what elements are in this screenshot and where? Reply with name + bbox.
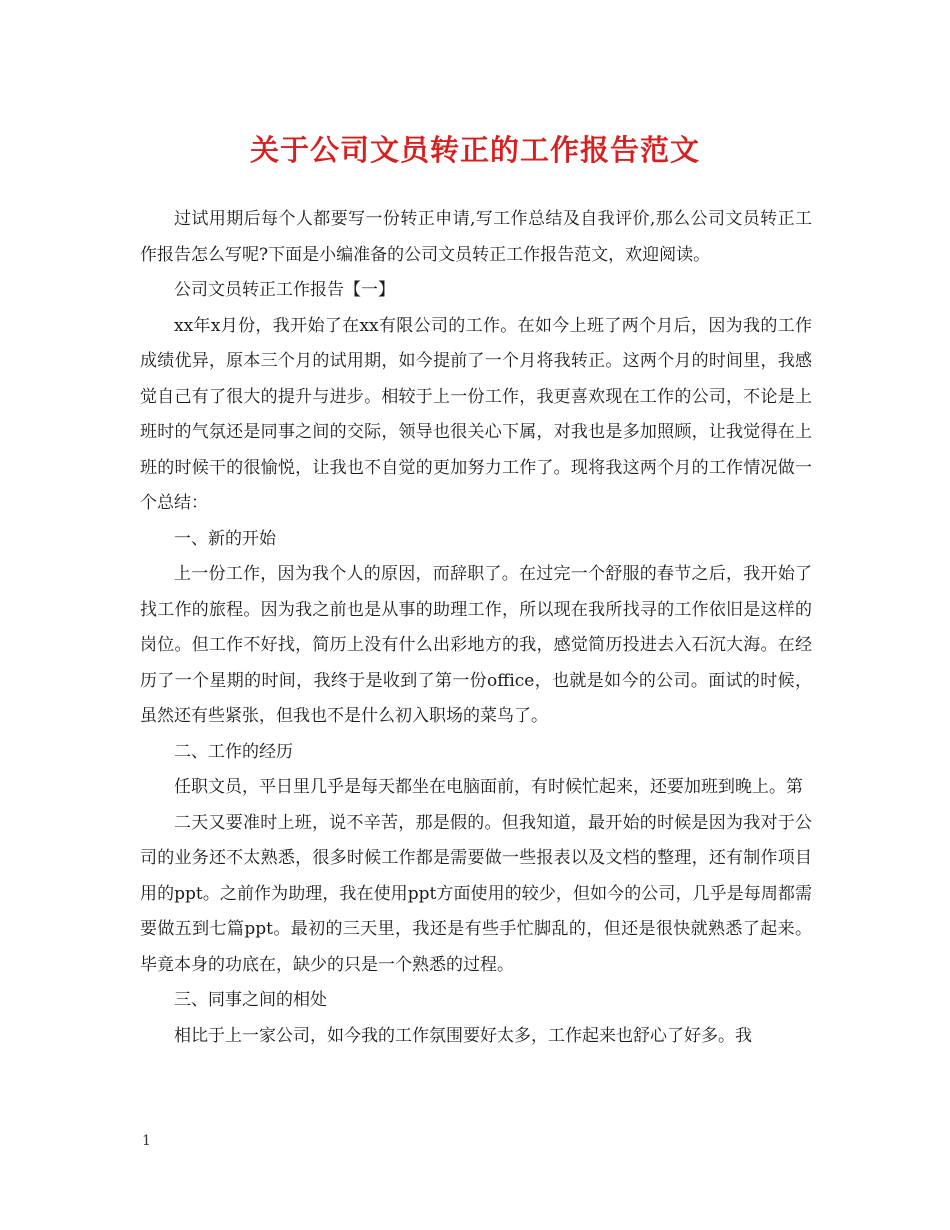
paragraph-report-one: xx年x月份，我开始了在xx有限公司的工作。在如今上班了两个月后，因为我的工作成绩优异，原本三个月的试用期，如今提前了一个月将我转正。这两个月的时间里，我感觉自己有了很大的提升与进步。相较于上一份工作，我更喜欢现在工作的公司，不论是上班时的气氛还是同事之间的交际，领导也很关心下属，对我也是多加照顾，让我觉得在上班的时候干的很愉悦，让我也不自觉的更加努力工作了。现将我这两个月的工作情况做一个总结： <box>140 315 812 513</box>
page-number: 1 <box>142 1133 151 1149</box>
section-heading-work-experience: 二、工作的经历 <box>174 741 293 762</box>
section-heading-report-one: 公司文员转正工作报告【一】 <box>174 280 395 300</box>
section-heading-new-start: 一、新的开始 <box>174 528 276 549</box>
section-heading-colleagues: 三、同事之间的相处 <box>174 990 327 1010</box>
document-title: 关于公司文员转正的工作报告范文 <box>249 133 700 167</box>
paragraph-work-experience-1: 任职文员，平日里几乎是每天都坐在电脑面前，有时候忙起来，还要加班到晚上。第 <box>174 777 803 797</box>
paragraph-new-start: 上一份工作，因为我个人的原因，而辞职了。在过完一个舒服的春节之后，我开始了找工作的旅程。因为我之前也是从事的助理工作，所以现在我所找寻的工作依旧是这样的岗位。但工作不好找，简历上没有什么出彩地方的我，感觉简历投进去入石沉大海。在经历了一个星期的时间，我终于是收到了第一份office，也就是如今的公司。面试的时候，虽然还有些紧张，但我也不是什么初入职场的菜鸟了。 <box>140 564 812 726</box>
document-body <box>140 202 812 1054</box>
paragraph-work-experience-2: 二天又要准时上班，说不辛苦，那是假的。但我知道，最开始的时候是因为我对于公司的业务还不太熟悉，很多时候工作都是需要做一些报表以及文档的整理，还有制作项目用的ppt。之前作为助理，我在使用ppt方面使用的较少，但如今的公司，几乎是每周都需要做五到七篇ppt。最初的三天里，我还是有些手忙脚乱的，但还是很快就熟悉了起来。毕竟本身的功底在，缺少的只是一个熟悉的过程。 <box>140 812 812 975</box>
paragraph-colleagues: 相比于上一家公司，如今我的工作氛围要好太多，工作起来也舒心了好多。我 <box>174 1025 752 1046</box>
paragraph-intro: 过试用期后每个人都要写一份转正申请,写工作总结及自我评价,那么公司文员转正工作报告怎么写呢?下面是小编准备的公司文员转正工作报告范文，欢迎阅读。 <box>140 209 812 265</box>
